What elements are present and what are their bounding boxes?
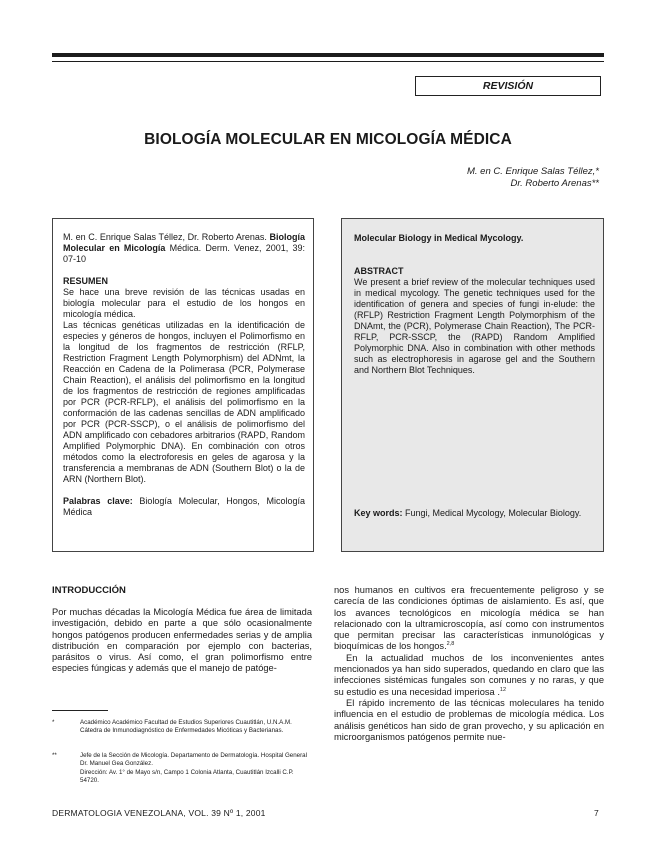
citation-authors: M. en C. Enrique Salas Téllez, Dr. Roberto Arenas. (63, 232, 267, 242)
reference-12: 12 (499, 686, 507, 693)
abstract-text: We present a brief review of the molecular techniques used in medical mycology. The genetic techniques used for the identification of genera and species of fungi in-elude: the (RFLP) Restriction Fragment Length Polymorphism of the DNAmt, the (PCR), Polymerase Chain Reaction), The PCR-RFLP, PCR-SSCP, the (RAPD) Random Amplified Polymorphic DNA. Also in combination with other methods such as electrophoresis in agarose gel and the Southern and Northern Blot Techniques. (354, 277, 595, 375)
article-title: BIOLOGÍA MOLECULAR EN MICOLOGÍA MÉDICA (144, 131, 512, 148)
footnote-3 (52, 769, 314, 785)
palabras-clave-value: Biología Molecular, Hongos, Micología Médica (63, 496, 305, 517)
body-paragraph-2: En la actualidad muchos de los inconvenientes antes mencionados ya han sido superados, quedando en claro que las infecciones sistémicas fungales son comunes y no raras, y que su estudio es una necesidad imperiosa .$^{12}$ (334, 652, 604, 697)
footnote-2-mark: ** (52, 752, 57, 759)
footnote-1 (52, 719, 314, 735)
reference-2-8: 2,8 (446, 641, 455, 648)
citation (63, 232, 305, 265)
citation-title: Biología Molecular en Micología (63, 232, 305, 253)
palabras-clave (63, 496, 305, 518)
abstract-box (341, 218, 604, 552)
top-rule-thick (52, 53, 604, 57)
author-2: Dr. Roberto Arenas** (510, 178, 599, 189)
left-column (52, 585, 312, 675)
abstract-content (354, 233, 595, 376)
intro-heading: INTRODUCCIÓN (52, 585, 126, 596)
page-number: 7 (594, 808, 599, 818)
footnote-1-mark: * (52, 719, 55, 726)
palabras-clave-label: Palabras clave: (63, 496, 133, 506)
right-column (334, 585, 604, 743)
author-list (467, 166, 599, 190)
footnote-1-text: Académico Académico Facultad de Estudios Superiores Cuautitlán, U.N.A.M. Cátedra de Inmunodiagnóstico de Enfermedades Micóticas y Bacterianas. (80, 719, 292, 734)
footnote-rule (52, 710, 108, 711)
abstract-heading: ABSTRACT (354, 266, 404, 276)
author-1: M. en C. Enrique Salas Téllez,* (466, 166, 599, 177)
resumen-heading: RESUMEN (63, 276, 109, 286)
intro-paragraph: Por muchas décadas la Micología Médica fue área de limitada investigación, debido en parte a que sólo ocasionalmente hongos patógenos producen enfermedades serias y de amplia distribución en comparación por ejemplo con bacterias, parásitos o virus. Así como, el gran polimorfismo entre especies fúngicas y además que el manejo de patóge- (52, 607, 312, 674)
resumen-paragraph-1: Se hace una breve revisión de las técnicas usadas en biología molecular para el estudio de los hongos en micología médica. (63, 287, 305, 319)
top-rule-thin (52, 61, 604, 62)
resumen-box (52, 218, 314, 552)
body-paragraph-1: nos humanos en cultivos era frecuentemente peligroso y se carecía de las condiciones óptimas de aislamiento. Es así, que los avances tecnológicos en micología médica se han relacionado con la ultramicroscopía, así como con instrumentos que permitan precisar las características inmunológicas y bioquímicas de los hongos.$^{2,8}$ (334, 585, 604, 652)
resumen-content (63, 232, 305, 518)
section-label: REVISIÓN (415, 76, 601, 96)
journal-footer: DERMATOLOGIA VENEZOLANA, VOL. 39 Nº 1, 2001 (52, 808, 266, 818)
resumen-paragraph-2: Las técnicas genéticas utilizadas en la identificación de especies y géneros de hongos, incluyen el Polimorfismo en la longitud de los fragmentos de restricción (RFLP, Restriction Fragment Length Polymorphism) del ADNmt, la Reacción en Cadena de la Polimerasa (PCR, Polymerase Chain Reaction), el análisis del polimorfismo en la longitud de los fragmentos de restricción de regiones amplificadas por PCR (PCR-RFLP), el análisis del polimorfismo en la conformación de las cadenas sencillas de ADN amplificado por PCR (PCR-SSCP), o el análisis de polimorfismo del ADN amplificado con cebadores arbitrarios (RAPD, Random Amplified Polymorphic DNA). En combinación con otros métodos como la electroforesis en geles de agarosa y la transferencia a membranas de ADN (Southern Blot) o la de ARN (Northern Blot). (63, 320, 305, 484)
abstract-title: Molecular Biology in Medical Mycology. (354, 233, 524, 243)
footnote-2 (52, 752, 314, 768)
citation-rest: Médica. Derm. Venez, 2001, 39: 07-10 (63, 243, 305, 264)
footnote-2-text: Jefe de la Sección de Micología. Departamento de Dermatología. Hospital General Dr. Manuel Gea González. (80, 752, 308, 767)
footnote-3-text: Dirección: Av. 1° de Mayo s/n, Campo 1 Colonia Atlanta, Cuautitlán Izcalli C.P. 54720. (80, 769, 294, 784)
key-words-label: Key words: (354, 508, 403, 518)
body-paragraph-3: El rápido incremento de las técnicas moleculares ha tenido influencia en el estudio de problemas de micología médica. Los análisis genéticos han sido de gran provecho, y su aplicación en microorganismos patógenos permite nue- (334, 697, 604, 742)
key-words (354, 508, 595, 519)
key-words-value: Fungi, Medical Mycology, Molecular Biology. (402, 508, 582, 518)
